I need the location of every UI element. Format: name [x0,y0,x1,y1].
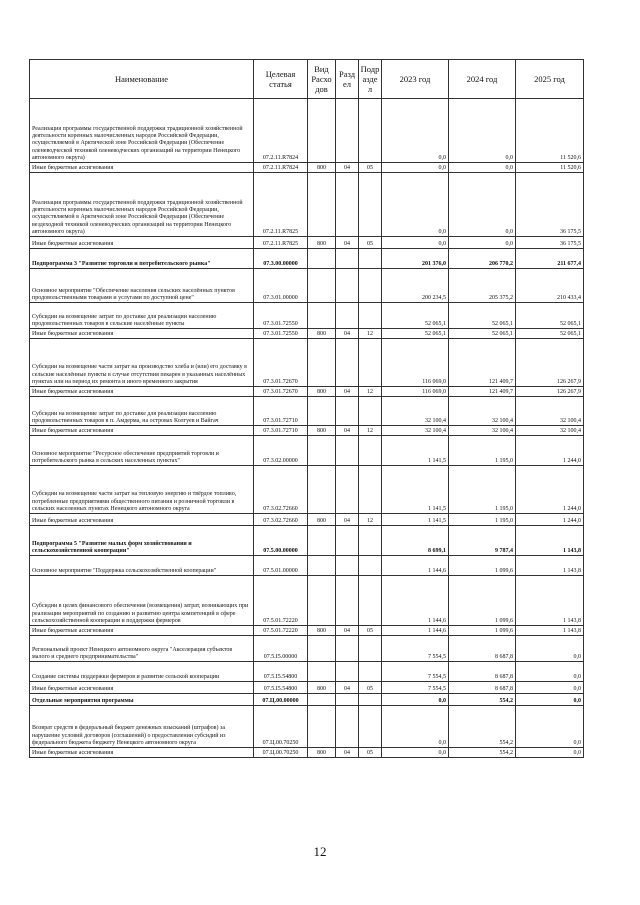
row-name: Подпрограмма 3 "Развитие торговли и потребительского рынка" [30,249,254,269]
row-value-2025: 11 520,6 [516,163,584,173]
row-value-2025: 126 267,9 [516,339,584,387]
table-row [30,339,584,387]
table-row [30,662,584,682]
row-expense-type [308,303,336,329]
row-expense-type: 800 [308,329,336,339]
row-value-2024: 8 687,8 [449,662,516,682]
row-name: Региональный проект Ненецкого автономного округа "Акселерация субъектов малого и среднего предпринимательства" [30,636,254,662]
row-expense-type [308,466,336,514]
row-target-article: 07.3.01.72550 [254,329,308,339]
row-name: Субсидии в целях финансового обеспечения (возмещения) затрат, возникающих при реализации мероприятий по созданию и развитию центра компетенций в сфере сельскохозяйственной кооперации и поддержки фермеров [30,576,254,626]
row-expense-type [308,556,336,576]
row-value-2025: 0,0 [516,694,584,706]
row-target-article: 07.5.I5.54800 [254,682,308,694]
row-target-article: 07.5.01.00000 [254,556,308,576]
row-subsection [359,466,382,514]
row-value-2024: 121 409,7 [449,387,516,397]
row-target-article: 07.2.11.R7824 [254,163,308,173]
row-value-2023: 52 065,1 [382,329,449,339]
table-row [30,99,584,163]
row-value-2025: 1 143,8 [516,626,584,636]
row-name: Иные бюджетные ассигнования [30,329,254,339]
row-value-2024: 1 195,0 [449,436,516,466]
row-target-article: 07.5.00.00000 [254,526,308,556]
row-target-article: 07.3.02.72660 [254,466,308,514]
row-value-2024: 0,0 [449,237,516,249]
row-value-2025: 52 065,1 [516,303,584,329]
row-value-2025: 210 433,4 [516,269,584,303]
row-value-2024: 205 375,2 [449,269,516,303]
row-expense-type [308,249,336,269]
row-section [336,576,359,626]
row-subsection [359,706,382,748]
row-name: Реализация программы государственной поддержки традиционной хозяйственной деятельности коренных малочисленных народов Российской Федерации, осуществляемой в Арктической зоне Российской Федерации (Обеспечение вездеходной техникой оленеводческих организаций на территории Ненецкого автономного округа) [30,173,254,237]
row-value-2023: 200 234,5 [382,269,449,303]
row-value-2024: 1 099,6 [449,626,516,636]
row-value-2023: 32 100,4 [382,397,449,426]
header-2023: 2023 год [382,60,449,99]
row-section [336,303,359,329]
row-expense-type: 800 [308,682,336,694]
row-value-2023: 8 699,1 [382,526,449,556]
row-value-2025: 0,0 [516,636,584,662]
row-target-article: 07.5.01.72220 [254,626,308,636]
row-subsection [359,556,382,576]
row-value-2023: 1 141,5 [382,466,449,514]
row-target-article: 07.3.01.72710 [254,397,308,426]
row-target-article: 07.3.01.72550 [254,303,308,329]
row-value-2024: 121 409,7 [449,339,516,387]
row-value-2024: 1 099,6 [449,556,516,576]
row-name: Субсидии на возмещение затрат по доставке для реализации населению продовольственных товаров в п. Амдерма, на островах Колгуев и Вайгач [30,397,254,426]
header-2024: 2024 год [449,60,516,99]
row-name: Иные бюджетные ассигнования [30,682,254,694]
row-expense-type: 800 [308,626,336,636]
table-row [30,173,584,237]
row-value-2024: 1 195,0 [449,514,516,526]
table-row [30,682,584,694]
row-target-article: 07.3.01.72710 [254,426,308,436]
header-subsection: Подр азде л [359,60,382,99]
table-row [30,397,584,426]
table-row [30,163,584,173]
row-target-article: 07.Ц.00.70250 [254,748,308,758]
row-value-2024: 206 770,2 [449,249,516,269]
row-section: 04 [336,514,359,526]
row-target-article: 07.5.01.72220 [254,576,308,626]
row-value-2023: 0,0 [382,706,449,748]
row-value-2024: 554,2 [449,748,516,758]
row-expense-type [308,576,336,626]
row-name: Иные бюджетные ассигнования [30,426,254,436]
table-row [30,249,584,269]
row-section [336,436,359,466]
table-row [30,694,584,706]
row-section [336,339,359,387]
row-target-article: 07.3.00.00000 [254,249,308,269]
row-target-article: 07.3.01.72670 [254,387,308,397]
row-value-2025: 32 100,4 [516,397,584,426]
row-section [336,556,359,576]
row-section: 04 [336,626,359,636]
row-value-2023: 116 069,0 [382,387,449,397]
row-subsection [359,303,382,329]
row-name: Подпрограмма 5 "Развитие малых форм хозяйствования и сельскохозяйственной кооперации" [30,526,254,556]
table-row [30,269,584,303]
header-2025: 2025 год [516,60,584,99]
table-row [30,426,584,436]
row-section [336,526,359,556]
row-subsection: 05 [359,626,382,636]
header-expense-type: Вид Расхо дов [308,60,336,99]
row-value-2024: 9 787,4 [449,526,516,556]
page-number: 12 [313,844,327,859]
header-section: Разд ел [336,60,359,99]
row-value-2023: 0,0 [382,99,449,163]
row-value-2024: 554,2 [449,694,516,706]
row-subsection [359,662,382,682]
row-name: Основное мероприятие "Ресурсное обеспечение предприятий торговли и потребительского рынка в сельских населенных пунктах" [30,436,254,466]
row-value-2025: 0,0 [516,748,584,758]
row-value-2025: 1 244,0 [516,514,584,526]
row-target-article: 07.3.01.72670 [254,339,308,387]
row-section [336,249,359,269]
row-value-2023: 32 100,4 [382,426,449,436]
row-value-2025: 32 100,4 [516,426,584,436]
row-section [336,99,359,163]
row-value-2025: 11 520,6 [516,99,584,163]
row-subsection: 12 [359,387,382,397]
row-value-2025: 1 244,0 [516,466,584,514]
row-name: Возврат средств в федеральный бюджет денежных взысканий (штрафов) за нарушение условий договоров (соглашений) о предоставлении субсидий из федерального бюджета бюджету Ненецкого автономного округа [30,706,254,748]
row-subsection [359,269,382,303]
row-target-article: 07.3.02.00000 [254,436,308,466]
table-row [30,526,584,556]
row-value-2023: 1 141,5 [382,436,449,466]
row-value-2024: 32 100,4 [449,397,516,426]
row-expense-type [308,636,336,662]
row-name: Субсидии на возмещение затрат по доставке для реализации населению продовольственных товаров в сельские населённые пункты [30,303,254,329]
row-value-2024: 8 687,8 [449,636,516,662]
row-expense-type [308,99,336,163]
row-value-2023: 1 144,6 [382,626,449,636]
row-expense-type: 800 [308,237,336,249]
row-section [336,694,359,706]
row-name: Иные бюджетные ассигнования [30,748,254,758]
table-row [30,237,584,249]
row-section: 04 [336,237,359,249]
row-value-2025: 36 175,5 [516,173,584,237]
table-header-row [30,60,584,99]
table-row [30,436,584,466]
row-value-2025: 126 267,9 [516,387,584,397]
table-row [30,303,584,329]
row-value-2024: 52 065,1 [449,303,516,329]
row-target-article: 07.2.11.R7824 [254,99,308,163]
table-row [30,576,584,626]
row-subsection [359,173,382,237]
row-value-2023: 0,0 [382,748,449,758]
row-value-2025: 0,0 [516,682,584,694]
row-section: 04 [336,748,359,758]
row-subsection: 12 [359,514,382,526]
row-name: Субсидии на возмещение части затрат на тепловую энергию и твёрдое топливо, потребленные предприятиями общественного питания и розничной торговли в сельских населенных пунктах Ненецкого автономного округа [30,466,254,514]
row-expense-type [308,269,336,303]
row-expense-type: 800 [308,748,336,758]
row-subsection: 12 [359,426,382,436]
table-row [30,466,584,514]
row-expense-type: 800 [308,514,336,526]
row-name: Создание системы поддержки фермеров и развитие сельской кооперации [30,662,254,682]
row-expense-type: 800 [308,426,336,436]
row-section: 04 [336,163,359,173]
row-value-2023: 7 554,5 [382,682,449,694]
row-value-2023: 1 144,6 [382,576,449,626]
row-value-2023: 1 141,5 [382,514,449,526]
row-value-2024: 0,0 [449,163,516,173]
row-subsection: 05 [359,237,382,249]
row-section [336,466,359,514]
row-target-article: 07.2.11.R7825 [254,173,308,237]
row-value-2023: 116 069,0 [382,339,449,387]
budget-table [29,59,584,758]
row-target-article: 07.2.11.R7825 [254,237,308,249]
row-value-2023: 201 376,0 [382,249,449,269]
row-expense-type [308,436,336,466]
row-section [336,662,359,682]
row-expense-type [308,526,336,556]
row-subsection [359,99,382,163]
table-row [30,514,584,526]
row-name: Субсидии на возмещение части затрат на производство хлеба и (или) его доставку в сельские населённые пункты в случае отсутствия пекарен в указанных населённых пунктах или на период их ремонта и иного временного закрытия [30,339,254,387]
header-name: Наименование [30,60,254,99]
row-value-2025: 0,0 [516,706,584,748]
row-target-article: 07.Ц.00.70250 [254,706,308,748]
row-name: Основное мероприятие "Обеспечение населения сельских населённых пунктов продовольственными товарами и услугами по доступной цене" [30,269,254,303]
table-row [30,626,584,636]
row-value-2023: 1 144,6 [382,556,449,576]
row-expense-type [308,173,336,237]
row-name: Отдельные мероприятия программы [30,694,254,706]
row-value-2023: 0,0 [382,694,449,706]
row-expense-type [308,397,336,426]
row-value-2023: 0,0 [382,163,449,173]
row-subsection [359,397,382,426]
row-name: Основное мероприятие "Поддержка сельскохозяйственной кооперации" [30,556,254,576]
row-value-2024: 0,0 [449,99,516,163]
row-subsection [359,249,382,269]
row-section: 04 [336,682,359,694]
row-subsection: 05 [359,682,382,694]
row-target-article: 07.5.I5.00000 [254,636,308,662]
row-expense-type [308,694,336,706]
row-target-article: 07.Ц.00.00000 [254,694,308,706]
row-value-2025: 1 143,8 [516,556,584,576]
row-value-2023: 52 065,1 [382,303,449,329]
row-value-2025: 36 175,5 [516,237,584,249]
row-section [336,636,359,662]
row-section [336,269,359,303]
row-subsection [359,339,382,387]
row-target-article: 07.5.I5.54800 [254,662,308,682]
row-value-2023: 7 554,5 [382,636,449,662]
table-row [30,748,584,758]
row-subsection: 12 [359,329,382,339]
row-name: Реализация программы государственной поддержки традиционной хозяйственной деятельности коренных малочисленных народов Российской Федерации, осуществляемой в Арктической зоне Российской Федерации (Обеспечение оленеводческой техникой оленеводческих организаций на территории Ненецкого автономного округа) [30,99,254,163]
row-section [336,173,359,237]
row-subsection: 05 [359,163,382,173]
row-value-2023: 0,0 [382,237,449,249]
row-value-2024: 0,0 [449,173,516,237]
row-section [336,706,359,748]
row-name: Иные бюджетные ассигнования [30,514,254,526]
row-value-2024: 52 065,1 [449,329,516,339]
row-subsection [359,694,382,706]
row-value-2025: 1 244,0 [516,436,584,466]
row-value-2025: 1 143,8 [516,576,584,626]
row-value-2025: 1 143,8 [516,526,584,556]
row-value-2024: 1 195,0 [449,466,516,514]
row-value-2024: 32 100,4 [449,426,516,436]
row-value-2025: 211 677,4 [516,249,584,269]
row-value-2025: 0,0 [516,662,584,682]
row-subsection: 05 [359,748,382,758]
row-target-article: 07.3.01.00000 [254,269,308,303]
row-expense-type [308,339,336,387]
header-target-article: Целевая статья [254,60,308,99]
row-name: Иные бюджетные ассигнования [30,237,254,249]
table-row [30,329,584,339]
row-section: 04 [336,426,359,436]
table-row [30,387,584,397]
row-expense-type: 800 [308,387,336,397]
table-row [30,636,584,662]
row-value-2023: 0,0 [382,173,449,237]
row-expense-type: 800 [308,163,336,173]
row-name: Иные бюджетные ассигнования [30,387,254,397]
row-expense-type [308,706,336,748]
row-value-2023: 7 554,5 [382,662,449,682]
row-value-2024: 8 687,8 [449,682,516,694]
row-section: 04 [336,329,359,339]
row-value-2024: 554,2 [449,706,516,748]
table-row [30,556,584,576]
row-subsection [359,436,382,466]
row-subsection [359,526,382,556]
row-value-2024: 1 099,6 [449,576,516,626]
row-subsection [359,576,382,626]
row-section [336,397,359,426]
row-name: Иные бюджетные ассигнования [30,163,254,173]
row-name: Иные бюджетные ассигнования [30,626,254,636]
row-section: 04 [336,387,359,397]
row-subsection [359,636,382,662]
table-row [30,706,584,748]
row-expense-type [308,662,336,682]
row-value-2025: 52 065,1 [516,329,584,339]
row-target-article: 07.3.02.72660 [254,514,308,526]
